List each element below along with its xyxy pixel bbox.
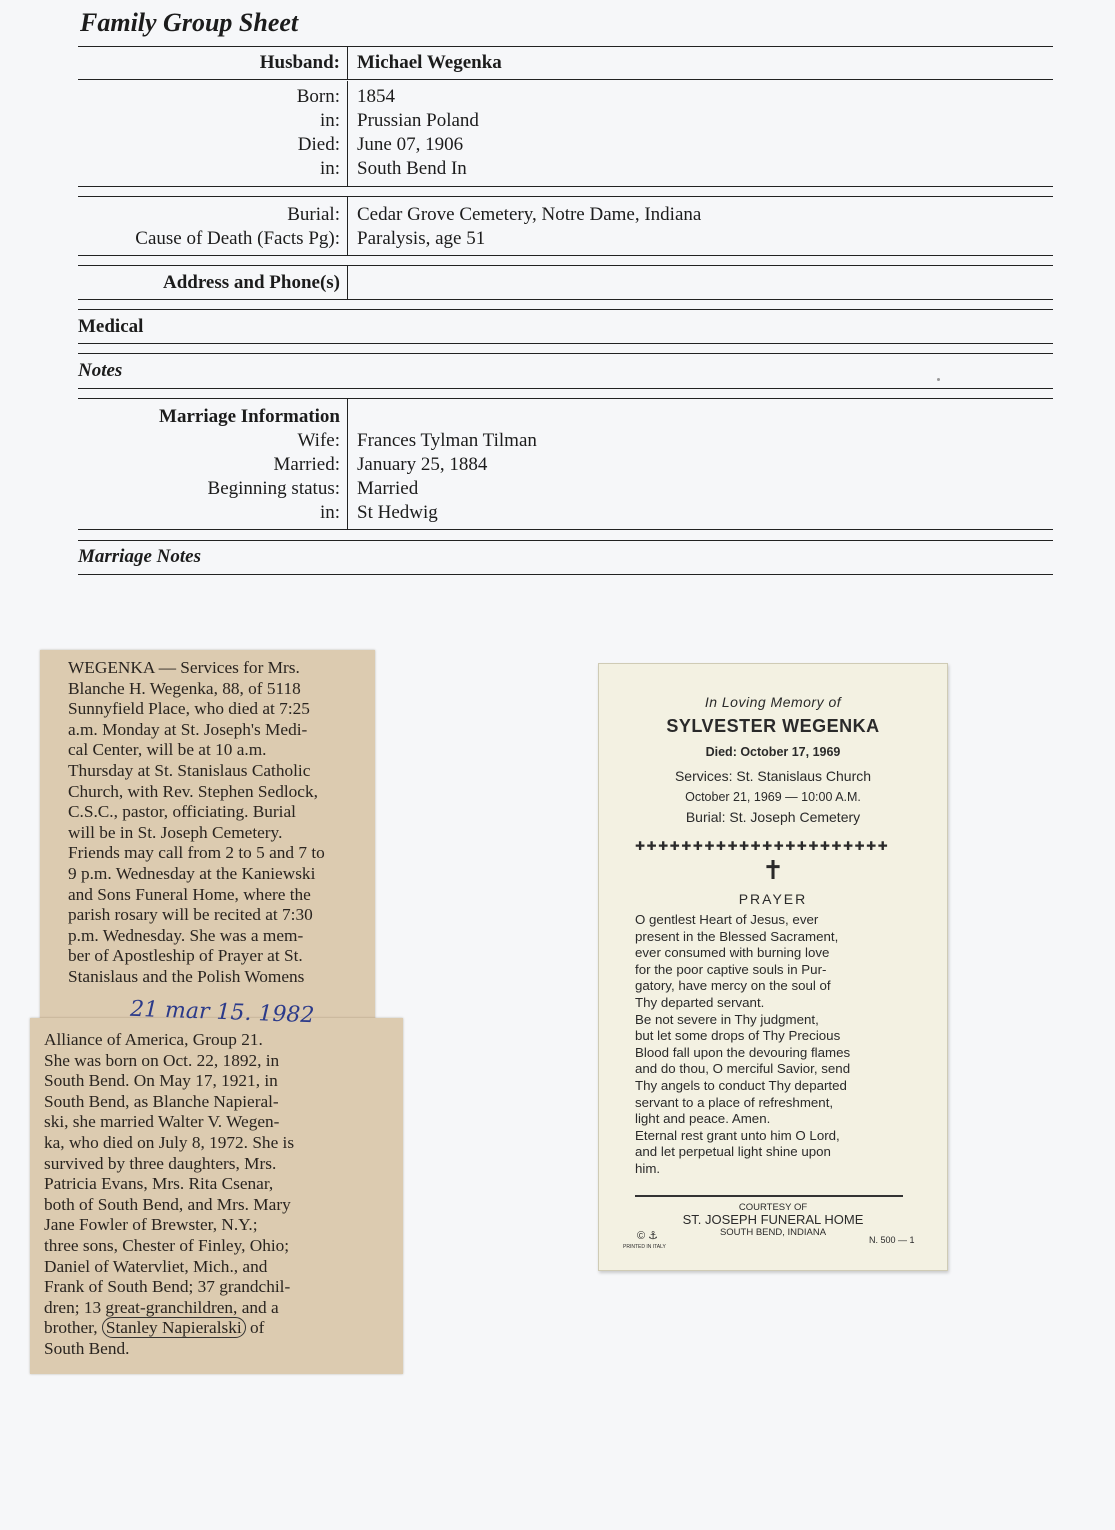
prayer-title: PRAYER <box>738 891 808 907</box>
clipping-line: 9 p.m. Wednesday at the Kaniewski <box>68 863 316 883</box>
card-died: Died: October 17, 1969 <box>705 745 841 759</box>
marriage-place-value: St Hedwig <box>357 502 438 523</box>
clipping-line: Friends may call from 2 to 5 and 7 to <box>68 843 325 863</box>
card-burial: Burial: St. Joseph Cemetery <box>685 809 861 825</box>
status-value: Married <box>357 478 419 499</box>
prayer-line: Blood fall upon the devouring flames <box>635 1044 851 1060</box>
prayer-line: him. <box>635 1160 661 1176</box>
clipping-line: dren; 13 great-granchildren, and a <box>44 1297 279 1317</box>
card-printed: PRINTED IN ITALY <box>623 1244 666 1250</box>
clipping-line: She was born on Oct. 22, 1892, in <box>44 1050 280 1070</box>
prayer-line: servant to a place of refreshment, <box>635 1094 834 1110</box>
marriage-notes-label: Marriage Notes <box>78 546 201 567</box>
clipping-line: Blanche H. Wegenka, 88, of 5118 <box>68 678 301 698</box>
clipping-line: ka, who died on July 8, 1972. She is <box>44 1132 295 1152</box>
birthplace-value: Prussian Poland <box>357 110 479 131</box>
prayer-line: but let some drops of Thy Precious <box>635 1028 841 1044</box>
card-in-memory: In Loving Memory of <box>704 694 842 710</box>
divider <box>78 186 1053 187</box>
clipping-line: parish rosary will be recited at 7:30 <box>68 905 313 925</box>
clipping-line: survived by three daughters, Mrs. <box>44 1153 277 1173</box>
prayer-line: gatory, have mercy on the soul of <box>635 978 831 994</box>
cross-icon: ✝ <box>762 855 784 885</box>
prayer-line: Thy angels to conduct Thy departed <box>635 1077 847 1093</box>
clipping-text <box>44 1030 384 1360</box>
clipping-line: Church, with Rev. Stephen Sedlock, <box>68 781 318 801</box>
divider <box>78 46 1053 47</box>
clipping-line: cal Center, will be at 10 a.m. <box>68 740 267 760</box>
clipping-line: ber of Apostleship of Prayer at St. <box>68 946 303 966</box>
divider <box>78 309 1053 310</box>
divider <box>347 266 348 300</box>
prayer-line: ever consumed with burning love <box>635 945 830 961</box>
obituary-clipping-top <box>40 650 375 1025</box>
born-label: Born: <box>296 86 340 107</box>
speck <box>937 378 940 381</box>
obituary-clipping-bottom <box>30 1018 403 1374</box>
card-code: N. 500 — 1 <box>869 1235 915 1245</box>
clipping-line: p.m. Wednesday. She was a mem- <box>68 925 304 945</box>
divider <box>78 398 1053 399</box>
handwritten-date: 21 mar 15. 1982 <box>129 996 315 1029</box>
died-value: June 07, 1906 <box>357 134 464 155</box>
divider <box>78 388 1053 389</box>
married-value: January 25, 1884 <box>357 454 488 475</box>
clipping-line: Daniel of Watervliet, Mich., and <box>44 1256 268 1276</box>
clipping-line: ski, she married Walter V. Wegen- <box>44 1112 280 1132</box>
clipping-word: brother, <box>44 1318 98 1338</box>
clipping-line: three sons, Chester of Finley, Ohio; <box>44 1235 290 1255</box>
prayer-line: Eternal rest grant unto him O Lord, <box>635 1127 840 1143</box>
prayer-line: present in the Blessed Sacrament, <box>635 928 839 944</box>
clipping-word: of <box>250 1318 265 1338</box>
prayer-line: light and peace. Amen. <box>635 1111 771 1127</box>
status-label: Beginning status: <box>207 478 340 499</box>
divider <box>78 79 1053 80</box>
prayer-line: Thy departed servant. <box>635 994 765 1010</box>
card-courtesy: COURTESY OF <box>738 1202 808 1213</box>
prayer-line: O gentlest Heart of Jesus, ever <box>635 912 819 927</box>
address-label: Address and Phone(s) <box>162 272 340 293</box>
clipping-line: Jane Fowler of Brewster, N.Y.; <box>44 1215 258 1235</box>
card-city: SOUTH BEND, INDIANA <box>719 1227 827 1238</box>
divider <box>347 399 348 529</box>
clipping-line <box>44 1318 384 1339</box>
born-value: 1854 <box>357 86 395 107</box>
wife-value: Frances Tylman Tilman <box>357 430 537 451</box>
divider <box>347 197 348 255</box>
clipping-line: WEGENKA — Services for Mrs. <box>68 658 300 677</box>
deathplace-value: South Bend In <box>357 158 467 179</box>
clipping-text <box>68 658 368 988</box>
notes-label: Notes <box>78 360 123 381</box>
clipping-line: will be in St. Joseph Cemetery. <box>68 822 283 842</box>
card-funeral-home: ST. JOSEPH FUNERAL HOME <box>682 1212 864 1227</box>
married-label: Married: <box>273 454 340 475</box>
divider <box>78 265 1053 266</box>
cause-value: Paralysis, age 51 <box>357 228 486 249</box>
prayer-line: and let perpetual light shine upon <box>635 1144 831 1160</box>
husband-name: Michael Wegenka <box>357 52 502 73</box>
clipping-line: South Bend. <box>44 1338 130 1358</box>
cross-border: ✚✚✚✚✚✚✚✚✚✚✚✚✚✚✚✚✚✚✚✚✚✚ <box>635 839 890 853</box>
divider <box>78 299 1053 300</box>
clipping-line: Sunnyfield Place, who died at 7:25 <box>68 699 310 719</box>
divider <box>78 574 1053 575</box>
clipping-line: Frank of South Bend; 37 grandchil- <box>44 1277 291 1297</box>
card-services: Services: St. Stanislaus Church <box>674 768 872 784</box>
card-name: SYLVESTER WEGENKA <box>666 716 880 736</box>
prayer-line: Be not severe in Thy judgment, <box>635 1011 819 1027</box>
birthplace-label: in: <box>319 110 340 131</box>
died-label: Died: <box>297 134 340 155</box>
marriage-heading: Marriage Information <box>159 406 340 427</box>
clipping-line: South Bend, as Blanche Napieral- <box>44 1091 279 1111</box>
medical-label: Medical <box>78 316 144 337</box>
divider <box>78 540 1053 541</box>
card-service-time: October 21, 1969 — 10:00 A.M. <box>685 790 861 804</box>
clipping-line: Thursday at St. Stanislaus Catholic <box>68 760 311 780</box>
divider <box>78 343 1053 344</box>
divider <box>347 81 348 187</box>
wife-label: Wife: <box>297 430 340 451</box>
cause-label: Cause of Death (Facts Pg): <box>135 228 340 249</box>
clipping-line: C.S.C., pastor, officiating. Burial <box>68 802 296 822</box>
husband-label: Husband: <box>259 52 340 73</box>
marriage-place-label: in: <box>319 502 340 523</box>
burial-label: Burial: <box>287 204 340 225</box>
page-title: Family Group Sheet <box>80 8 299 37</box>
divider <box>347 47 348 80</box>
clipping-line: South Bend. On May 17, 1921, in <box>44 1071 278 1091</box>
clipping-line: a.m. Monday at St. Joseph's Medi- <box>68 719 308 739</box>
prayer-line: and do thou, O merciful Savior, send <box>635 1061 851 1077</box>
prayer-text <box>635 912 903 1178</box>
divider <box>78 353 1053 354</box>
clipping-line: Patricia Evans, Mrs. Rita Csenar, <box>44 1174 274 1194</box>
divider <box>78 529 1053 530</box>
deathplace-label: in: <box>319 158 340 179</box>
copyright-anchor-icon: © ⚓ <box>637 1230 659 1242</box>
clipping-line: Stanislaus and the Polish Womens <box>68 966 305 986</box>
clipping-line: and Sons Funeral Home, where the <box>68 884 311 904</box>
divider <box>78 255 1053 256</box>
memorial-card <box>598 663 948 1271</box>
burial-value: Cedar Grove Cemetery, Notre Dame, Indiana <box>357 204 702 225</box>
clipping-line: Alliance of America, Group 21. <box>44 1030 263 1049</box>
prayer-line: for the poor captive souls in Pur- <box>635 961 827 977</box>
circled-name: Stanley Napieralski <box>102 1317 246 1338</box>
divider <box>78 196 1053 197</box>
card-divider <box>635 1195 903 1197</box>
clipping-line: both of South Bend, and Mrs. Mary <box>44 1194 291 1214</box>
